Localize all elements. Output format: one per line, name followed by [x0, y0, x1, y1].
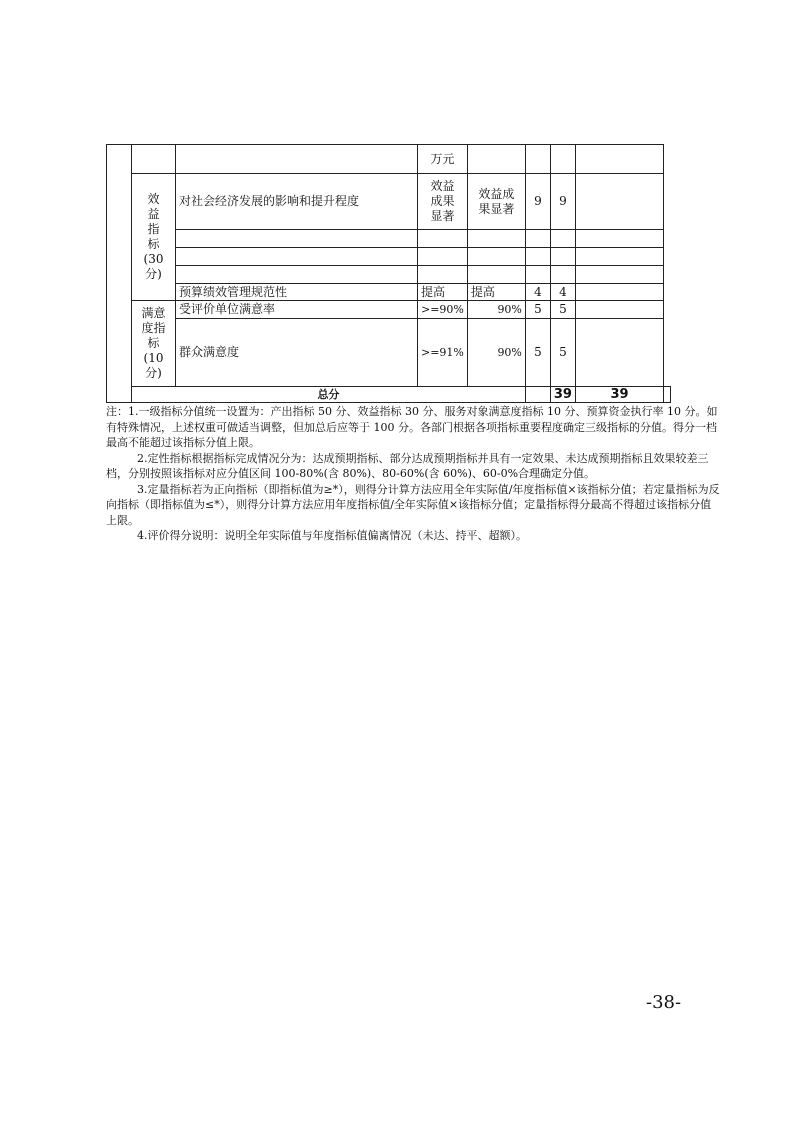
weight-cell: [525, 145, 550, 174]
actual-value-cell: [467, 145, 525, 174]
satisfaction-indicator-group-label: [132, 301, 176, 387]
reason-cell: [575, 145, 663, 174]
total-label-cell: [132, 387, 526, 403]
actual-value-cell: [467, 301, 525, 319]
reason-cell: [663, 387, 670, 403]
indicator-name-cell: [176, 319, 418, 387]
weight-value: 5: [534, 345, 542, 359]
target-value: >=90%: [421, 303, 464, 316]
table-row: [107, 301, 671, 319]
table-row: [107, 174, 671, 230]
label-char: 效: [147, 192, 160, 206]
label-line: 分): [145, 366, 162, 380]
target-value-cell: [418, 319, 468, 387]
benefit-indicator-group-label: [132, 174, 176, 301]
note-4: 4.评价得分说明：说明全年实际值与年度指标值偏离情况（未达、持平、超额）。: [137, 529, 527, 542]
target-line: 显著: [430, 209, 455, 223]
table-row: [107, 266, 671, 284]
target-line: 成果: [430, 194, 455, 208]
reason-cell: [575, 301, 663, 319]
label-char: (30: [143, 252, 164, 266]
total-weight-value: 39: [553, 387, 572, 402]
page-number: -38-: [646, 992, 682, 1013]
total-row: [107, 387, 671, 403]
label-char: 分): [145, 267, 162, 281]
score-cell: [550, 284, 575, 301]
indicator-name-cell: [176, 174, 418, 230]
reason-cell: [575, 174, 663, 230]
score-value: 9: [559, 194, 567, 208]
performance-table: [106, 144, 671, 403]
actual-value-cell: [467, 319, 525, 387]
weight-value: 9: [534, 194, 542, 208]
score-value: 4: [559, 284, 567, 299]
table-row: [107, 284, 671, 301]
actual-line: 效益成: [478, 186, 515, 201]
indicator-name-cell: [176, 145, 418, 174]
actual-value: 提高: [470, 284, 495, 299]
table-row: [107, 319, 671, 387]
weight-value: 4: [534, 284, 542, 299]
label-line: 标: [147, 336, 160, 350]
label-char: 指: [147, 222, 160, 236]
weight-cell: [525, 284, 550, 301]
indicator-name-cell: [176, 301, 418, 319]
target-value: 提高: [421, 284, 446, 299]
reason-cell: [575, 319, 663, 387]
actual-value-cell: [525, 387, 550, 403]
indicator-name: 对社会经济发展的影响和提升程度: [179, 194, 360, 208]
score-value: 5: [559, 345, 567, 359]
indicator-name-cell: [176, 284, 418, 301]
label-char: 益: [147, 207, 160, 221]
score-value: 5: [559, 302, 567, 316]
weight-value: 5: [534, 302, 542, 316]
indicator-name: 预算绩效管理规范性: [179, 284, 288, 299]
label-char: 标: [147, 237, 160, 251]
score-cell: [550, 174, 575, 230]
note-2: 2.定性指标根据指标完成情况分为：达成预期指标、部分达成预期指标并具有一定效果、未达成预期指标且效果较差三档，分别按照该指标对应分值区间 100-80%(含 80%)、80-60%(含 60%)、60-0%合理确定分值。: [106, 451, 709, 480]
weight-cell: [525, 174, 550, 230]
indicator-name: 受评价单位满意率: [179, 302, 276, 316]
table-notes: [106, 404, 720, 544]
actual-value: 90%: [497, 303, 522, 316]
label-line: (10: [143, 351, 164, 365]
actual-line: 果显著: [478, 201, 515, 216]
unit-text: 万元: [430, 151, 455, 166]
actual-value: 90%: [497, 346, 522, 359]
table-row: [107, 145, 671, 174]
reason-cell: [575, 284, 663, 301]
weight-cell: [525, 301, 550, 319]
total-weight-cell: [550, 387, 575, 403]
target-value: >=91%: [421, 346, 464, 359]
score-cell: [550, 145, 575, 174]
note-3: 3.定量指标若为正向指标（即指标值为≥*），则得分计算方法应用全年实际值/年度指标值×该指标分值；若定量指标为反向指标（即指标值为≤*），则得分计算方法应用年度指标值/全年实际值×该指标分值；定量指标得分最高不得超过该指标分值上限。: [106, 482, 720, 527]
score-cell: [550, 301, 575, 319]
table-row: [107, 248, 671, 266]
target-value-cell: [418, 284, 468, 301]
table-row: [107, 230, 671, 248]
total-score-cell: [575, 387, 663, 403]
actual-value-cell: [467, 284, 525, 301]
weight-cell: [525, 319, 550, 387]
label-line: 度指: [141, 321, 166, 335]
target-value-cell: [418, 145, 468, 174]
note-1: 注：1.一级指标分值统一设置为：产出指标 50 分、效益指标 30 分、服务对象满意度指标 10 分、预算资金执行率 10 分。如有特殊情况，上述权重可做适当调整，但加总后应等于 100 分。各部门根据各项指标重要程度确定三级指标的分值。得分一档最高不能超过该指标分值上限。: [106, 405, 718, 449]
total-score-value: 39: [610, 387, 629, 402]
actual-value-cell: [467, 174, 525, 230]
target-value-cell: [418, 174, 468, 230]
first-level-indicator-cell: [107, 145, 132, 403]
score-cell: [550, 319, 575, 387]
label-line: 满意: [141, 306, 166, 320]
second-level-indicator-cell: [132, 145, 176, 174]
target-value-cell: [418, 301, 468, 319]
target-line: 效益: [430, 179, 455, 193]
indicator-name: 群众满意度: [179, 345, 240, 359]
total-label: 总分: [317, 388, 340, 401]
